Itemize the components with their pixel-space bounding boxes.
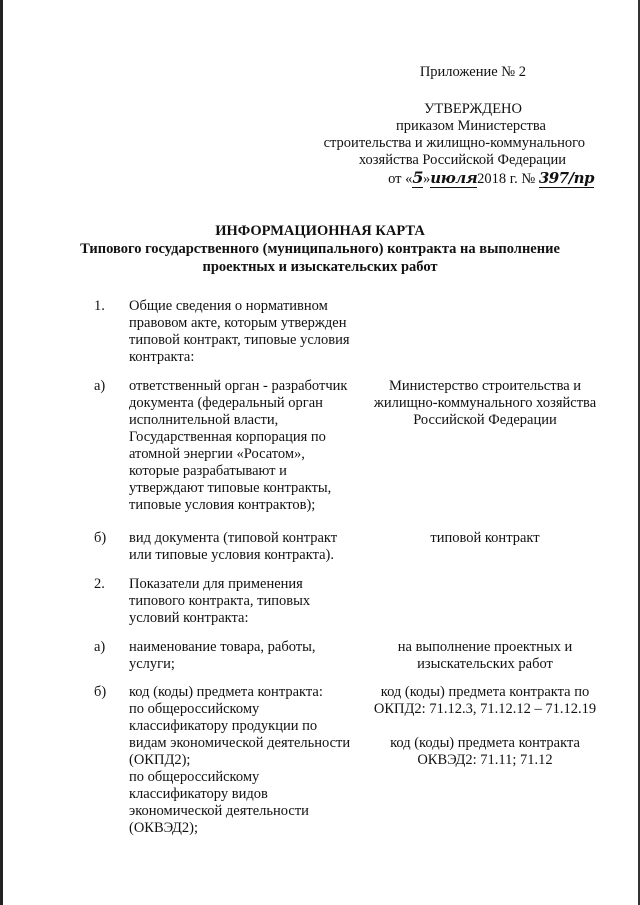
row-2b-line: классификатору видов (129, 786, 268, 802)
row-1b-value (360, 530, 610, 547)
date-prefix: от « (388, 171, 413, 187)
row-1b-value-line: типовой контракт (430, 530, 540, 546)
row-1a-value-line: жилищно-коммунального хозяйства (373, 395, 597, 411)
document-title: ИНФОРМАЦИОННАЯ КАРТА (215, 223, 425, 239)
row-1b-number: б) (94, 530, 107, 546)
document-subtitle-2: проектных и изыскательских работ (202, 259, 438, 275)
row-1a-number: а) (94, 378, 106, 394)
row-2a-value (360, 639, 610, 673)
row-2-description (129, 576, 369, 627)
row-1-line: Общие сведения о нормативном (129, 298, 328, 314)
row-2b-line: экономической деятельности (129, 803, 309, 819)
row-2b-line: по общероссийскому (129, 769, 260, 785)
row-2b-value-line: код (коды) предмета контракта по (380, 684, 590, 700)
row-1a-value-line: Министерство строительства и (388, 378, 582, 394)
row-2b-value-line: ОКВЭД2: 71.11; 71.12 (417, 752, 553, 768)
row-1a-line: Государственная корпорация по (129, 429, 326, 445)
approved-label: УТВЕРЖДЕНО (424, 101, 522, 117)
row-2-number: 2. (94, 576, 105, 592)
row-1a-line: ответственный орган - разработчик (129, 378, 348, 394)
row-2b-value-okved2 (360, 735, 610, 769)
document-subtitle-1: Типового государственного (муниципального) контракта на выполнение (80, 241, 560, 257)
row-1a-line: исполнительной власти, (129, 412, 279, 428)
handwritten-month: июля (430, 169, 478, 187)
row-2-line: типового контракта, типовых (129, 593, 311, 609)
row-2b-line: код (коды) предмета контракта: (129, 684, 323, 700)
row-2a-line: услуги; (129, 656, 175, 672)
row-2b-line: (ОКВЭД2); (129, 820, 198, 836)
order-line-3: хозяйства Российской Федерации (358, 152, 566, 168)
row-2a-value-line: на выполнение проектных и (397, 639, 573, 655)
row-1a-line: документа (федеральный орган (129, 395, 323, 411)
row-2b-number: б) (94, 684, 107, 700)
row-1b-line: или типовые условия контракта). (129, 547, 334, 563)
row-2b-line: классификатору продукции по (129, 718, 318, 734)
row-2a-value-line: изыскательских работ (417, 656, 553, 672)
row-1a-value-line: Российской Федерации (413, 412, 557, 428)
appendix-label: Приложение № 2 (419, 64, 526, 80)
row-1-line: типовой контракт, типовые условия (129, 332, 350, 348)
row-1a-line: утверждают типовые контракты, (129, 480, 332, 496)
scan-edge-left (0, 0, 3, 905)
row-2b-line: видам экономической деятельности (129, 735, 351, 751)
row-1a-line: атомной энергии «Росатом», (129, 446, 305, 462)
order-line-2: строительства и жилищно-коммунального (323, 135, 585, 151)
handwritten-number: 397/пр (538, 169, 594, 187)
handwritten-day: 5 (412, 168, 424, 187)
row-1a-value (360, 378, 610, 429)
row-2b-line: (ОКПД2); (129, 752, 191, 768)
row-1-number: 1. (94, 298, 105, 314)
date-year: 2018 г. № (477, 171, 536, 187)
order-line-1: приказом Министерства (396, 118, 546, 134)
row-1-line: контракта: (129, 349, 195, 365)
row-1a-description (129, 378, 369, 514)
row-1a-line: типовые условия контрактов); (129, 497, 316, 513)
row-2a-number: а) (94, 639, 106, 655)
row-2b-value-okpd2 (360, 684, 610, 718)
row-1-line: правовом акте, которым утвержден (129, 315, 347, 331)
date-mid: » (423, 171, 431, 187)
row-1b-line: вид документа (типовой контракт (129, 530, 338, 546)
row-2b-value-line: код (коды) предмета контракта (390, 735, 580, 751)
row-2b-value-line: ОКПД2: 71.12.3, 71.12.12 – 71.12.19 (373, 701, 597, 717)
row-2b-line: по общероссийскому (129, 701, 260, 717)
row-1a-line: которые разрабатывают и (129, 463, 287, 479)
order-date-line (388, 169, 594, 188)
row-2a-line: наименование товара, работы, (129, 639, 316, 655)
row-2a-description (129, 639, 369, 673)
row-1-description (129, 298, 369, 366)
row-1b-description (129, 530, 369, 564)
row-2-line: условий контракта: (129, 610, 249, 626)
row-2-line: Показатели для применения (129, 576, 303, 592)
row-2b-description (129, 684, 369, 837)
